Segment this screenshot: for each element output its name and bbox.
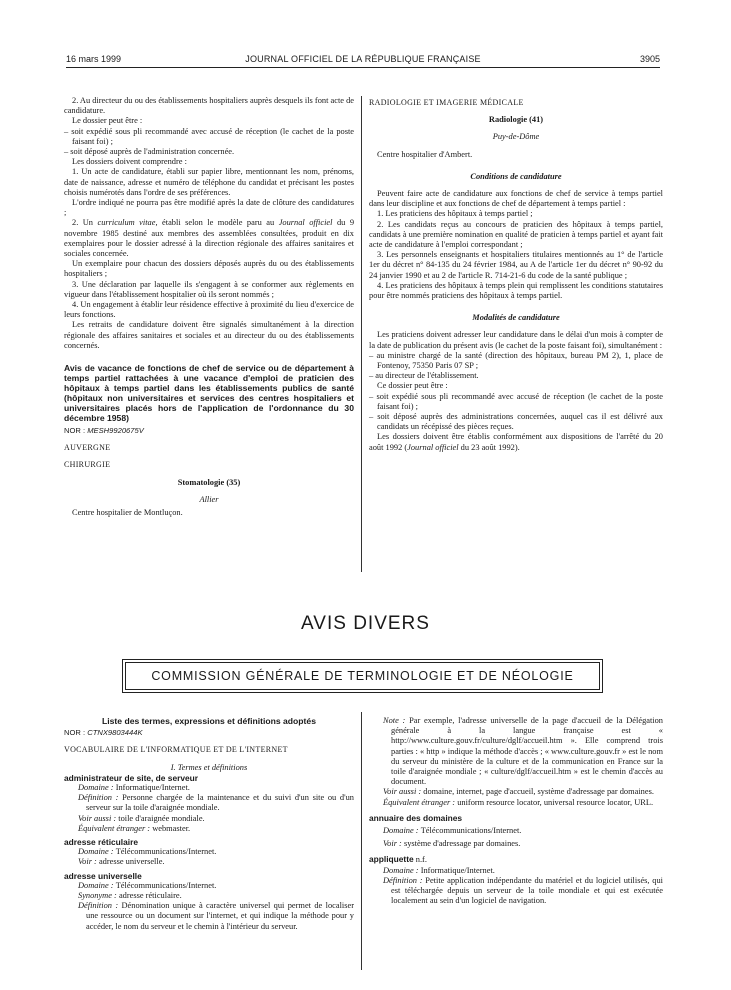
paragraph: 3. Une déclaration par laquelle ils s'engagent à se conformer aux règlements en vigueur dans l'établissement hospitalier où ils seront nommés ;: [64, 279, 354, 299]
avis-divers-heading: AVIS DIVERS: [301, 613, 430, 634]
region-heading: AUVERGNE: [64, 443, 111, 453]
term-heading: annuaire des domaines: [369, 812, 463, 823]
paragraph: 4. Un engagement à établir leur résidence effective à proximité du lieu d'exercice de leurs fonctions.: [64, 300, 354, 320]
term-foreign-equivalent: Équivalent étranger : webmaster.: [78, 823, 191, 833]
department-heading: Allier: [199, 494, 219, 504]
paragraph: 2. Les candidats reçus au concours de praticien des hôpitaux à temps partiel, candidats à une première nomination en qualité de praticien à temps partiel et ayant fait acte de candidature à l'emploi correspondant ;: [369, 219, 663, 250]
paragraph: 3. Les personnels enseignants et hospitaliers titulaires mentionnés au 1° de l'article 1er du décret n° 84-135 du 24 février 1984, au A de l'article 1er du décret n° 90-92 du 24 janvier 1990 et au 2 de l'article R. 714-21-6 du code de la santé publique ;: [369, 250, 663, 280]
list-item: – soit déposé auprès de l'administration concernée.: [64, 147, 235, 157]
paragraph: Peuvent faire acte de candidature aux fonctions de chef de service à temps partiel dans leur discipline et aux fonctions de chef de département à temps partiel :: [369, 189, 663, 209]
notice-title: Avis de vacance de fonctions de chef de service ou de département à temps partiel rattachées à une vacance d'emploi de praticien des hôpitaux à temps partiel dans les établissements publics de santé (hôpitaux non universitaires et services des centres hospitaliers et universitaires placés hors de l'application de l'ordonnance du 30 décembre 1958): [64, 363, 354, 424]
subspeciality-heading: Stomatologie (35): [177, 477, 241, 487]
paragraph: 2. Un curriculum vitae, établi selon le modèle paru au Journal officiel du 9 novembre 1985 destiné aux membres des assemblées consultées, produit en dix exemplaires pour le dossier adressé à la direction régionale des affaires sanitaires et sociales concernée.: [64, 218, 355, 259]
term-domain: Domaine : Télécommunications/Internet.: [383, 826, 522, 836]
column-divider: [361, 712, 362, 970]
hospital-name: Centre hospitalier de Montluçon.: [72, 508, 183, 518]
left-column-top: [64, 96, 354, 518]
paragraph: 1. Un acte de candidature, établi sur papier libre, mentionnant les nom, prénoms, date de naissance, adresse et numéro de téléphone du candidat et précisant les postes choisis numérotés dans l'ordre de ses préférences.: [64, 167, 354, 197]
column-divider: [361, 96, 362, 572]
paragraph: Les dossiers doivent être établis conformément aux dispositions de l'arrêté du 20 août 1992 (Journal officiel du 23 août 1992).: [369, 432, 663, 452]
list-item: – au ministre chargé de la santé (direction des hôpitaux, bureau PM 2), 1, place de Fontenoy, 75350 Paris 07 SP ;: [369, 350, 663, 371]
section-heading: I. Termes et définitions: [170, 762, 248, 772]
term-heading: adresse universelle: [64, 870, 142, 881]
term-definition: Définition : Petite application indépendante du matériel et du logiciel utilisés, qui est téléchargée depuis un serveur de la toile mondiale et qui est exécutée localement au sein d'un logiciel de navigation.: [383, 875, 663, 906]
list-item: – soit expédié sous pli recommandé avec accusé de réception (le cachet de la poste faisant foi) ;: [369, 391, 663, 411]
paragraph: L'ordre indiqué ne pourra pas être modifié après la date de clôture des candidatures ;: [64, 198, 354, 218]
list-item: – soit déposé auprès des administrations concernées, auquel cas il est délivré aux candidats un récépissé des pièces reçues.: [369, 412, 663, 432]
list-item: – soit expédié sous pli recommandé avec accusé de réception (le cachet de la poste faisant foi) ;: [64, 126, 354, 146]
department-heading: Puy-de-Dôme: [492, 132, 540, 142]
term-domain: Domaine : Télécommunications/Internet.: [78, 847, 217, 857]
hospital-name: Centre hospitalier d'Ambert.: [377, 149, 473, 159]
term-see-also: Voir aussi : domaine, internet, page d'accueil, système d'adressage par domaines.: [383, 787, 654, 797]
term-domain: Domaine : Informatique/Internet.: [78, 783, 190, 793]
term-heading: adresse réticulaire: [64, 837, 139, 848]
conditions-heading: Conditions de candidature: [470, 171, 562, 181]
term-domain: Domaine : Télécommunications/Internet.: [78, 880, 217, 890]
term-definition: Définition : Personne chargée de la maintenance et du suivi d'un site ou d'un serveur sur la toile d'araignée mondiale.: [78, 793, 354, 813]
paragraph: Le dossier peut être :: [72, 116, 143, 126]
vocabulary-heading: VOCABULAIRE DE L'INFORMATIQUE ET DE L'INTERNET: [64, 745, 288, 755]
nor-reference: NOR : CTNX9803444K: [64, 728, 143, 738]
term-domain: Domaine : Informatique/Internet.: [383, 865, 495, 875]
paragraph: Un exemplaire pour chacun des dossiers déposés auprès du ou des établissements hospitaliers ;: [64, 259, 354, 279]
paragraph: 4. Les praticiens des hôpitaux à temps plein qui remplissent les conditions statutaires pour être nommés praticiens des hôpitaux à temps partiel.: [369, 280, 663, 301]
term-foreign-equivalent: Équivalent étranger : uniform resource locator, universal resource locator, URL.: [383, 797, 654, 807]
subsection-heading: Radiologie (41): [488, 115, 544, 125]
paragraph: Les dossiers doivent comprendre :: [72, 157, 187, 167]
header-date: 16 mars 1999: [66, 54, 122, 64]
commission-box: [122, 659, 603, 693]
paragraph: Les praticiens doivent adresser leur candidature dans le délai d'un mois à compter de la date de publication du présent avis (le cachet de la poste faisant foi), simultanément :: [369, 330, 663, 350]
modalities-heading: Modalités de candidature: [472, 313, 560, 323]
nor-reference: NOR : MESH9920675V: [64, 426, 144, 436]
right-column-top: [369, 98, 663, 453]
header-rule: [66, 67, 660, 68]
header-page-number: 3905: [639, 54, 660, 64]
term-see: Voir : adresse universelle.: [78, 857, 165, 867]
list-item: – au directeur de l'établissement.: [369, 371, 479, 381]
left-column-bottom: [64, 716, 354, 932]
term-synonym: Synonyme : adresse réticulaire.: [78, 891, 182, 901]
paragraph: 2. Au directeur du ou des établissements hospitaliers auprès desquels ils font acte de candidature.: [64, 96, 354, 116]
paragraph: Ce dossier peut être :: [377, 381, 448, 391]
term-see: Voir : système d'adressage par domaines.: [383, 839, 521, 849]
term-heading: administrateur de site, de serveur: [64, 772, 199, 783]
term-see-also: Voir aussi : toile d'araignée mondiale.: [78, 813, 205, 823]
right-column-bottom: [369, 716, 663, 906]
section-heading: RADIOLOGIE ET IMAGERIE MÉDICALE: [369, 98, 524, 107]
term-heading: appliquette n.f.: [369, 854, 427, 865]
term-note: Note : Par exemple, l'adresse universelle de la page d'accueil de la Délégation générale à la langue française est « http://www.culture.gouv.fr/culture/dglf/accueil.htm ». Elle comprend trois parties : « http » indique la méthode d'accès ; « www.culture.gouv.fr » est le nom du serveur du ministère de la culture et de la communication en France sur la toile d'araignée mondiale ; « culture/dglf/accueil.htm » est le chemin d'accès au document.: [383, 716, 663, 787]
page-header: [66, 54, 660, 68]
speciality-heading: CHIRURGIE: [64, 460, 111, 470]
commission-title: COMMISSION GÉNÉRALE DE TERMINOLOGIE ET DE NÉOLOGIE: [125, 662, 600, 690]
list-title: Liste des termes, expressions et définitions adoptés: [102, 716, 316, 726]
header-journal: JOURNAL OFFICIEL DE LA RÉPUBLIQUE FRANÇAISE: [245, 54, 481, 64]
term-definition: Définition : Dénomination unique à caractère universel qui permet de localiser une ressource ou un document sur l'internet, et qui indique la méthode pour y accéder, le nom du serveur et le chemin à l'intérieur du serveur.: [78, 901, 354, 931]
paragraph: Les retraits de candidature doivent être signalés simultanément à la direction régionale des affaires sanitaires et sociales et au directeur du ou des établissements concernés.: [64, 320, 354, 350]
paragraph: 1. Les praticiens des hôpitaux à temps partiel ;: [377, 209, 533, 219]
